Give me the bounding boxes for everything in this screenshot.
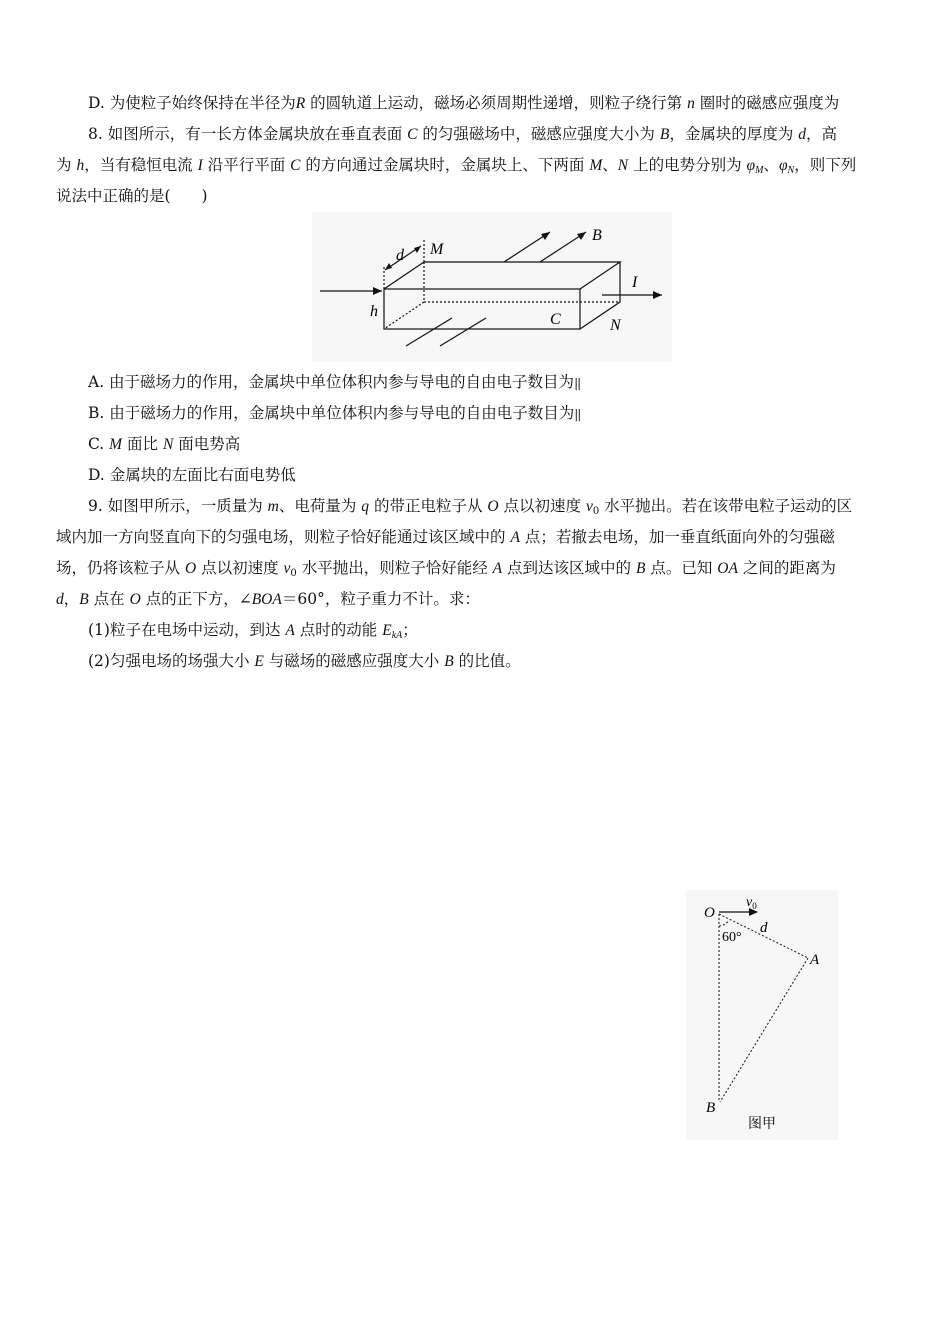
q8-metal-block-figure <box>312 212 672 362</box>
q9-stem-line3: 场，仍将该粒子从 O 点以初速度 $v_0$ 水平抛出，则粒子恰好能经 A 点到达该区域中的 B 点。已知 OA 之间的距离为 <box>56 559 836 579</box>
label-A: A <box>810 952 820 968</box>
label-N: N <box>610 317 621 334</box>
q8-option-d: D. 金属块的左面比右面电势低 <box>88 466 296 484</box>
q8-stem-line1: 8. 如图所示，有一长方体金属块放在垂直表面 C 的匀强磁场中，磁感应强度大小为 B，金属块的厚度为 d，高 <box>88 125 838 143</box>
label-d: d <box>760 920 768 936</box>
label-B: B <box>706 1100 716 1116</box>
q8-option-b: B. 由于磁场力的作用，金属块中单位体积内参与导电的自由电子数目为|| <box>88 404 581 422</box>
q8-option-c: C. M 面比 N 面电势高 <box>88 435 241 453</box>
q9-part2: (2)匀强电场的场强大小 E 与磁场的磁感应强度大小 B 的比值。 <box>88 652 521 670</box>
label-B: B <box>592 227 602 244</box>
q9-part1: (1)粒子在电场中运动，到达 A 点时的动能 $E_{kA}$； <box>88 621 418 641</box>
q7-option-d: D. 为使粒子始终保持在半径为R 的圆轨道上运动，磁场必须周期性递增，则粒子绕行第 n 圈时的磁感应强度为 <box>88 94 840 112</box>
figure-caption: 图甲 <box>748 1117 776 1132</box>
q8-stem-line3: 说法中正确的是( ) <box>56 187 208 205</box>
label-I: I <box>632 274 638 291</box>
label-O: O <box>704 905 715 921</box>
q9-figure-jia <box>686 890 838 1140</box>
q8-stem-line2: 为 h，当有稳恒电流 I 沿平行平面 C 的方向通过金属块时，金属块上、下两面 M、N 上的电势分别为 $\varphi_M$、$\varphi_N$，则下列 <box>56 156 857 176</box>
label-d: d <box>396 247 404 264</box>
label-M: M <box>430 241 444 258</box>
label-v0: $v_0$ <box>746 895 757 911</box>
label-h: h <box>370 303 378 320</box>
q9-stem-line4: d，B 点在 O 点的正下方，∠BOA＝60°，粒子重力不计。求： <box>56 590 480 608</box>
q9-stem-line1: 9. 如图甲所示，一质量为 m、电荷量为 q 的带正电粒子从 O 点以初速度 $v_0$ 水平抛出。若在该带电粒子运动的区 <box>88 497 853 517</box>
q8-option-a: A. 由于磁场力的作用，金属块中单位体积内参与导电的自由电子数目为|| <box>88 373 581 391</box>
label-angle: 60° <box>722 930 742 945</box>
label-C: C <box>550 311 561 328</box>
q9-stem-line2: 域内加一方向竖直向下的匀强电场，则粒子恰好能通过该区域中的 A 点；若撤去电场，加一垂直纸面向外的匀强磁 <box>56 528 835 546</box>
